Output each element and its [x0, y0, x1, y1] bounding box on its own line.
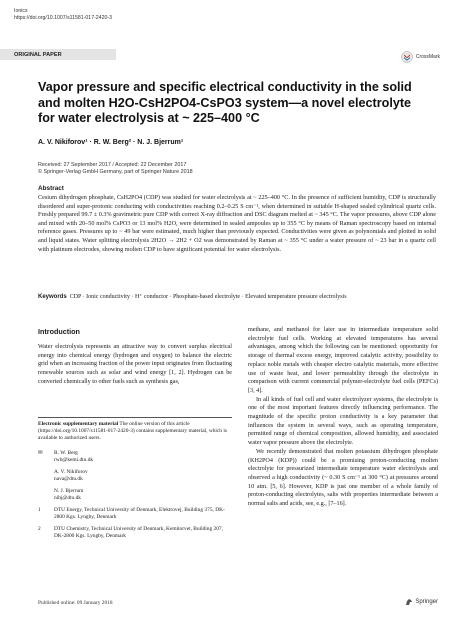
received-accepted: Received: 27 September 2017 / Accepted: 22 December 2017: [38, 162, 187, 168]
intro-paragraph: We recently demonstrated that molten potassium dihydrogen phosphate (KH2PO4 (KDP)) could be a promising proton-conducting molten electrolyte for pressurized intermediate temperature water electrolysis and observed a high conductivity (~ 0.30 S cm⁻¹ at 300 °C) at pressures around 10 atm. [5, 6]. However, KDP is just one member of a whole family of proton-conducting electrolytes, salts with properties intermediate between a normal salts and acids, see, e.g., [7–16].: [248, 448, 438, 508]
author-name: A. V. Nikiforov: [54, 469, 88, 475]
affiliation-item: [38, 526, 232, 540]
intro-paragraph: In all kinds of fuel cell and water electrolyzer systems, the electrolyte is one of the most important features directly influencing performance. The magnitude of the specific proton conductivity is a key parameter that influences the system in several ways, such as operating temperature, permitted range of chemical composition, allowed humidity, and associated water vapor pressure above the electrolyte.: [248, 396, 438, 447]
crossmark-badge[interactable]: [401, 51, 440, 63]
mail-icon: ✉: [38, 450, 43, 456]
esm-text: The online version of this article (https://doi.org/10.1007/s11581-017-2420-3) contains supplementary material, which is available to authorized users.: [38, 421, 227, 441]
author-email[interactable]: rwb@kemi.dtu.dk: [54, 457, 94, 463]
keywords: [38, 293, 436, 301]
author-name: N. J. Bjerrum: [54, 488, 84, 494]
doi-link[interactable]: https://doi.org/10.1007/s11581-017-2420-3: [14, 15, 112, 21]
introduction-heading: Introduction: [38, 327, 80, 336]
abstract-text: Cesium dihydrogen phosphate, CsH2PO4 (CDP) was studied for water electrolysis at ~ 225–400 °C. In the presence of sufficient humidity, CDP is structurally disordered and super-protonic conducting with conductivities reaching 0.2–0.25 S cm⁻¹, when determined in suitable H-shaped sealed cylindrical quartz cells. Freshly prepared 99.7 ± 0.3% gravimetric pure CDP with correct X-ray diffraction and DSC diagram melted at ~ 345 °C. The vapor pressures, above CDP alone and mixed with 20–50 mol% CsPO3 or 13 mol% H2O, were determined in sealed ampoules up to 355 °C by means of Raman spectroscopy based on internal reference gases. Pressures up to ~ 49 bar were estimated, much higher than previously expected. Conductivities were given as polynomials and plotted in solid and liquid states. Water splitting electrolysis 2H2O → 2H2 + O2 was demonstrated by Raman at ~ 355 °C under a water pressure of ~ 23 bar in a quartz cell with platinum electrodes, showing molten CDP to have significant potential for water electrolysis.: [38, 194, 436, 253]
journal-header: [14, 8, 112, 22]
publisher-name: Springer: [415, 599, 438, 605]
article-dates: [38, 162, 193, 176]
affiliation-address: DTU Chemistry, Technical University of Denmark, Kemitorvet, Building 207, DK-2800 Kgs. Lyngby, Denmark: [54, 526, 223, 539]
author-email[interactable]: nava@dtu.dk: [54, 476, 83, 482]
author-email[interactable]: nibj@dtu.dk: [54, 495, 81, 501]
affiliation-item: [38, 507, 232, 521]
springer-horse-icon: [405, 598, 413, 606]
intro-paragraph: methane, and methanol for later use in intermediate temperature solid electrolyte fuel cells. Working at elevated temperatures has several advantages, among which the following can be mentioned: opportunity for storage of thermal excess energy, improved catalytic activity, possibility to replace noble metals with cheaper electro catalytic materials, more effective use of waste heat, and lower permeability through the electrolyte in comparison with current commercial polymer-electrolyte fuel cells (PEFCs) [3, 4].: [248, 327, 438, 394]
author-list: A. V. Nikiforov¹ · R. W. Berg² · N. J. Bjerrum¹: [38, 139, 184, 146]
article-type-badge: ORIGINAL PAPER: [0, 49, 116, 60]
supplementary-note: [38, 417, 232, 442]
affiliation-item: [38, 488, 232, 502]
author-name: R. W. Berg: [54, 450, 78, 456]
affiliation-item: [38, 469, 232, 483]
affiliation-item: [38, 450, 232, 464]
published-date: Published online: 09 January 2018: [38, 600, 113, 606]
crossmark-label: CrossMark: [415, 54, 440, 60]
esm-label: Electronic supplementary material: [38, 421, 119, 427]
keywords-label: Keywords: [38, 294, 67, 300]
affiliations: [38, 450, 232, 545]
affiliation-address: DTU Energy, Technical University of Denmark, Elektrovej, Building 375, DK-2800 Kgs. Lyngby, Denmark: [54, 507, 225, 520]
keywords-text: CDP · Ionic conductivity · H⁺ conductor · Phosphate-based electrolyte · Elevated temperature pressure electrolysis: [69, 294, 347, 300]
journal-name: Ionics: [14, 8, 28, 14]
affiliation-number: 2: [38, 526, 41, 532]
article-title: Vapor pressure and specific electrical conductivity in the solid and molten H2O-CsH2PO4-CsPO3 system—a novel electrolyte for water electrolysis at ~ 225–400 °C: [38, 80, 412, 125]
intro-column-1: Water electrolysis represents an attractive way to convert surplus electrical energy into chemical energy (hydrogen and oxygen) to balance the electric grid when an increasing fraction of the power input originates from fluctuating renewable sources such as solar and wind energy [1, 2]. Hydrogen can be converted chemically to other fuels such as synthesis gas,: [38, 344, 232, 385]
crossmark-icon: [401, 51, 413, 63]
abstract-heading: Abstract: [38, 185, 64, 192]
affiliation-number: 1: [38, 507, 41, 513]
copyright: © Springer-Verlag GmbH Germany, part of Springer Nature 2018: [38, 169, 193, 176]
intro-column-2: [248, 326, 438, 509]
springer-logo: [405, 598, 438, 606]
